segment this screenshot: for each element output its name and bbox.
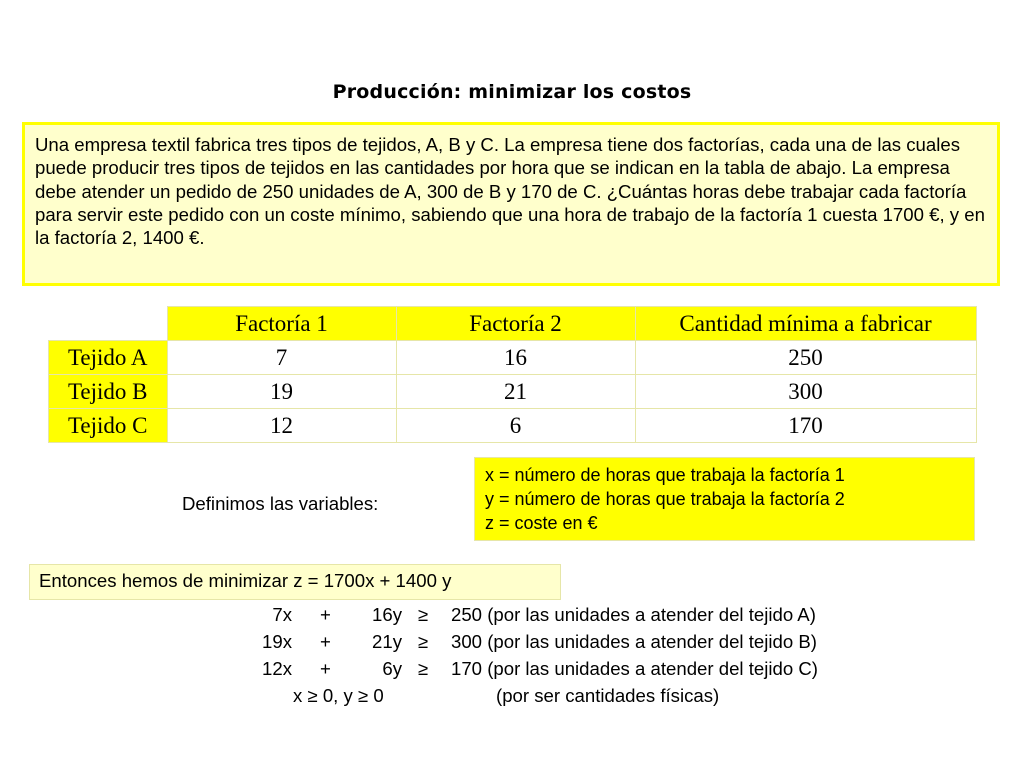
constraint-rhs: 170 (por las unidades a atender del tejido C) bbox=[451, 658, 818, 679]
constraint-x-term: 12x bbox=[262, 658, 292, 679]
table-row bbox=[49, 341, 977, 375]
constraint-plus: + bbox=[320, 658, 331, 679]
constraint-y-term: 6y bbox=[382, 658, 402, 679]
table-cell: 300 bbox=[635, 375, 976, 409]
table-cell: 16 bbox=[396, 341, 635, 375]
header-factoria-1: Factoría 1 bbox=[167, 307, 396, 341]
header-cantidad-minima: Cantidad mínima a fabricar bbox=[635, 307, 976, 341]
constraint-y-term: 16y bbox=[372, 604, 402, 625]
header-factoria-2: Factoría 2 bbox=[396, 307, 635, 341]
variables-box bbox=[474, 457, 975, 541]
table-cell: 19 bbox=[167, 375, 396, 409]
constraint-x-term: 19x bbox=[262, 631, 292, 652]
constraint-plus: + bbox=[320, 631, 331, 652]
objective-function: Entonces hemos de minimizar z = 1700x + 1400 y bbox=[29, 564, 561, 600]
table-row bbox=[49, 409, 977, 443]
constraint-rhs: 300 (por las unidades a atender del tejido B) bbox=[451, 631, 817, 652]
table-header-row bbox=[49, 307, 977, 341]
nonnegativity-note: (por ser cantidades físicas) bbox=[496, 685, 720, 706]
constraint-relation: ≥ bbox=[418, 604, 429, 625]
constraint-plus: + bbox=[320, 604, 331, 625]
production-table bbox=[48, 306, 977, 443]
constraint-x-term: 7x bbox=[272, 604, 292, 625]
constraint-relation: ≥ bbox=[418, 658, 429, 679]
row-label-tejido-a: Tejido A bbox=[49, 341, 168, 375]
table-cell: 21 bbox=[396, 375, 635, 409]
table-cell: 6 bbox=[396, 409, 635, 443]
constraint-rhs: 250 (por las unidades a atender del tejido A) bbox=[451, 604, 816, 625]
table-cell: 7 bbox=[167, 341, 396, 375]
table-cell: 12 bbox=[167, 409, 396, 443]
variable-x-definition: x = número de horas que trabaja la factoría 1 bbox=[485, 465, 845, 485]
row-label-tejido-b: Tejido B bbox=[49, 375, 168, 409]
nonnegativity-expression: x ≥ 0, y ≥ 0 bbox=[293, 685, 384, 706]
table-row bbox=[49, 375, 977, 409]
define-variables-label: Definimos las variables: bbox=[182, 493, 379, 514]
constraint-y-term: 21y bbox=[372, 631, 402, 652]
variable-y-definition: y = número de horas que trabaja la factoría 2 bbox=[485, 489, 845, 509]
row-label-tejido-c: Tejido C bbox=[49, 409, 168, 443]
constraint-relation: ≥ bbox=[418, 631, 429, 652]
table-cell: 170 bbox=[635, 409, 976, 443]
page-title: Producción: minimizar los costos bbox=[332, 81, 692, 103]
table-cell: 250 bbox=[635, 341, 976, 375]
problem-statement: Una empresa textil fabrica tres tipos de tejidos, A, B y C. La empresa tiene dos factorías, cada una de las cuales puede producir tres tipos de tejidos en las cantidades por hora que se indican en la tabla de abajo. La empresa debe atender un pedido de 250 unidades de A, 300 de B y 170 de C. ¿Cuántas horas debe trabajar cada factoría para servir este pedido con un coste mínimo, sabiendo que una hora de trabajo de la factoría 1 cuesta 1700 €, y en la factoría 2, 1400 €. bbox=[22, 122, 1000, 286]
table-corner-cell bbox=[49, 307, 168, 341]
variable-z-definition: z = coste en € bbox=[485, 513, 598, 533]
